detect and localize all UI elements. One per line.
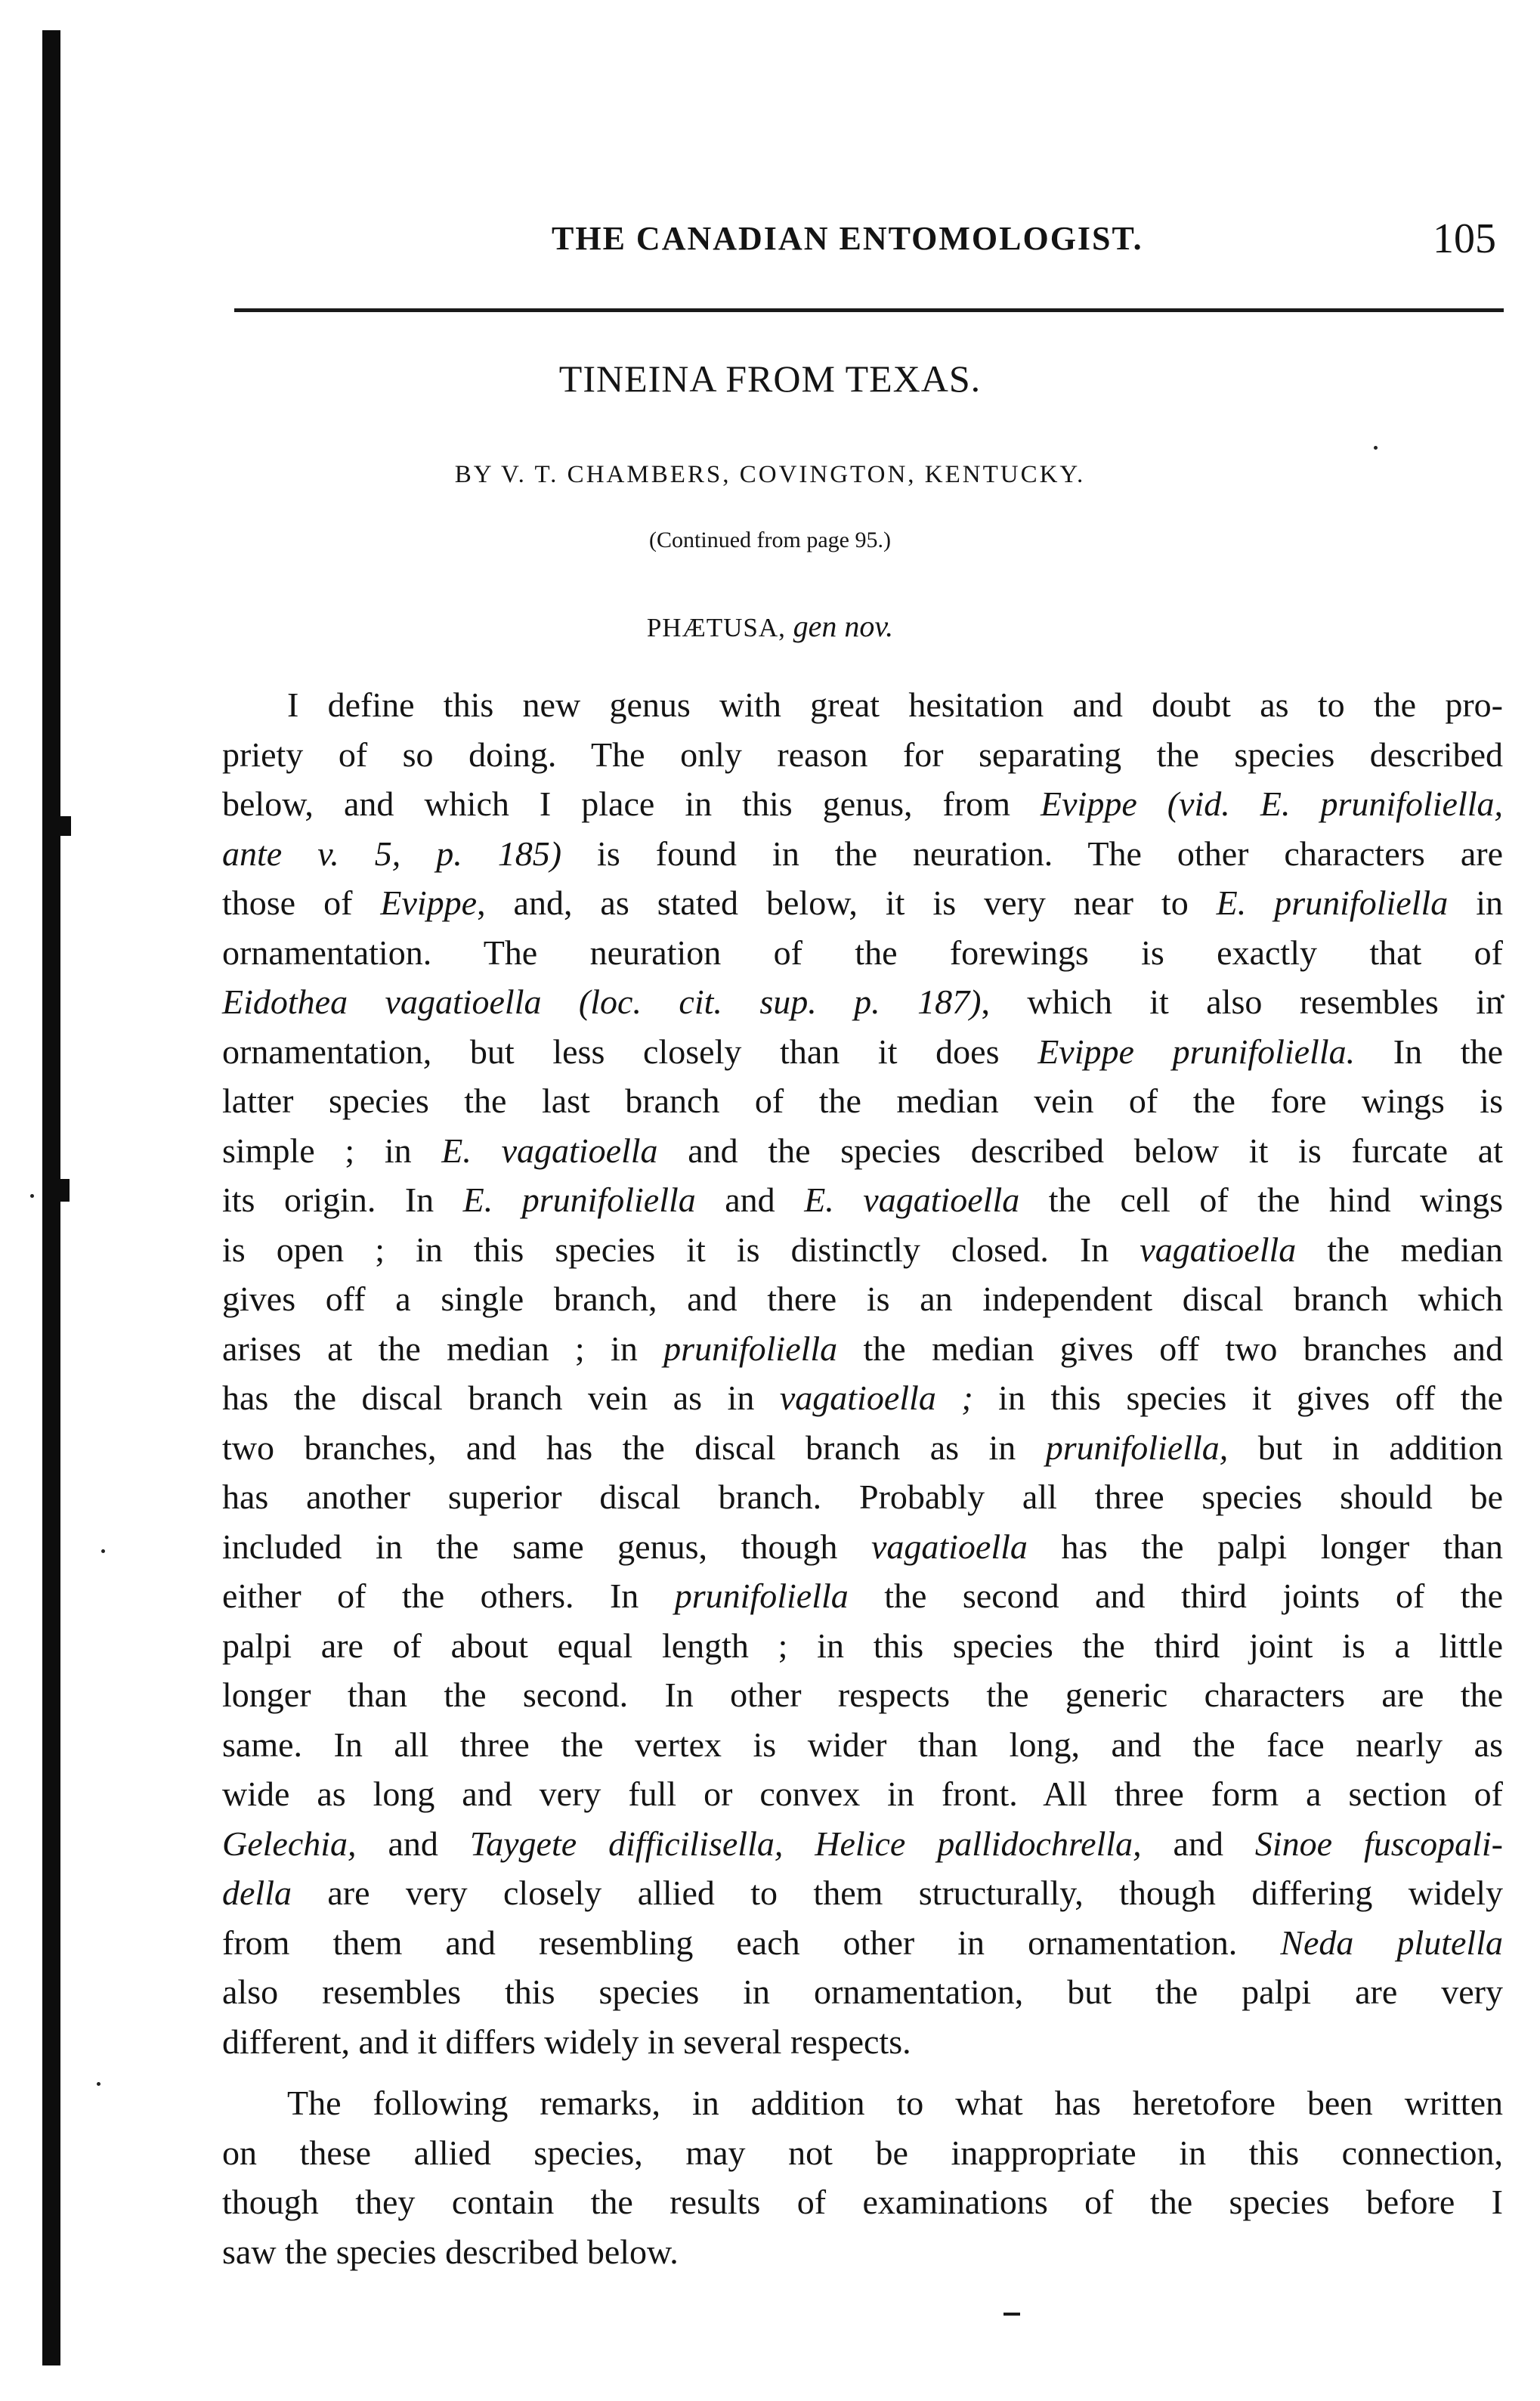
italic-text: Gelechia, <box>222 1824 357 1863</box>
text-line <box>222 1126 1503 1176</box>
text-line <box>222 1027 1503 1077</box>
body-text <box>222 680 1503 2276</box>
text-run: and the species described below it is furcate at <box>657 1131 1503 1170</box>
text-line <box>222 1175 1503 1225</box>
speck <box>30 1194 34 1198</box>
italic-text: Neda plutella <box>1280 1923 1503 1962</box>
text-run: the median <box>1296 1230 1503 1269</box>
text-run: wide as long and very full or convex in front. All three form a section of <box>222 1774 1503 1813</box>
text-run: has the discal branch vein as in <box>222 1378 780 1417</box>
text-run: , and, as stated below, it is very near to <box>477 883 1217 922</box>
text-run: on these allied species, may not be inappropriate in this connection, <box>222 2133 1503 2172</box>
speck <box>101 1549 105 1553</box>
text-line <box>222 779 1503 829</box>
text-run: though they contain the results of examinations of the species before I <box>222 2183 1503 2221</box>
text-line <box>222 1720 1503 1770</box>
italic-text: Eidothea vagatioella (loc. cit. sup. p. 187) <box>222 982 982 1021</box>
text-line <box>222 1868 1503 1918</box>
header-rule <box>234 308 1504 312</box>
text-run: same. In all three the vertex is wider than long, and the face nearly as <box>222 1725 1503 1764</box>
text-line <box>222 1076 1503 1126</box>
text-line <box>222 680 1503 730</box>
text-run: In the <box>1355 1032 1504 1071</box>
page-number: 105 <box>1433 215 1496 262</box>
byline: BY V. T. CHAMBERS, COVINGTON, KENTUCKY. <box>454 461 1086 488</box>
text-run: but in addition <box>1228 1428 1503 1467</box>
text-line <box>222 1571 1503 1621</box>
text-run: the second and third joints of the <box>848 1576 1503 1615</box>
italic-text: della <box>222 1873 292 1912</box>
text-line <box>222 2177 1503 2227</box>
text-run: palpi are of about equal length ; in this species the third joint is a little <box>222 1626 1503 1665</box>
italic-text: E. prunifoliella <box>1216 883 1449 922</box>
text-run: saw the species described below. <box>222 2232 679 2271</box>
text-run: included in the same genus, though <box>222 1527 871 1566</box>
italic-text: Evippe prunifoliella. <box>1037 1032 1356 1071</box>
text-run: are very closely allied to them structurally, though differing widely <box>291 1873 1503 1912</box>
text-line <box>222 1324 1503 1374</box>
text-run: I define this new genus with great hesitation and doubt as to the pro- <box>287 685 1503 724</box>
genus-name: PHÆTUSA, <box>646 613 786 642</box>
text-line <box>222 1225 1503 1275</box>
text-run: ornamentation, but less closely than it does <box>222 1032 1038 1071</box>
text-line <box>222 1522 1503 1572</box>
paragraph-2 <box>222 2078 1503 2276</box>
text-run: different, and it differs widely in several respects. <box>222 2022 911 2061</box>
text-run: is found in the neuration. The other characters are <box>561 834 1503 873</box>
text-run: its origin. In <box>222 1180 463 1219</box>
italic-text: prunifoliella <box>663 1329 838 1368</box>
italic-text: E. vagatioella <box>804 1180 1020 1219</box>
text-run: ornamentation. The neuration of the forewings is exactly that of <box>222 933 1503 972</box>
text-run: two branches, and has the discal branch as in <box>222 1428 1046 1467</box>
italic-text: vagatioella ; <box>779 1378 973 1417</box>
text-line <box>222 730 1503 780</box>
text-line <box>222 928 1503 978</box>
bottom-mark <box>1003 2313 1020 2316</box>
text-line <box>222 1967 1503 2017</box>
text-run: arises at the median ; in <box>222 1329 664 1368</box>
text-line <box>222 1769 1503 1819</box>
text-line <box>222 1274 1503 1324</box>
text-line <box>222 829 1503 879</box>
italic-text: prunifoliella, <box>1045 1428 1229 1467</box>
italic-text: vagatioella <box>1140 1230 1297 1269</box>
text-run: from them and resembling each other in ornamentation. <box>222 1923 1281 1962</box>
text-run: below, and which I place in this genus, from <box>222 784 1041 823</box>
text-run: has another superior discal branch. Probably all three species should be <box>222 1477 1503 1516</box>
text-line <box>222 878 1503 928</box>
binding-mark <box>60 1179 70 1202</box>
text-line <box>222 977 1503 1027</box>
text-run: has the palpi longer than <box>1027 1527 1503 1566</box>
text-run: priety of so doing. The only reason for separating the species described <box>222 735 1503 774</box>
text-run: the cell of the hind wings <box>1019 1180 1504 1219</box>
text-run: is open ; in this species it is distinctly closed. In <box>222 1230 1140 1269</box>
text-line <box>222 2227 1503 2277</box>
binding-mark <box>60 816 71 836</box>
italic-text: E. vagatioella <box>441 1131 658 1170</box>
text-line <box>222 1670 1503 1720</box>
text-run: in this species it gives off the <box>973 1378 1503 1417</box>
text-line <box>222 1819 1503 1869</box>
text-line <box>222 1621 1503 1671</box>
speck <box>97 2082 101 2086</box>
speck <box>1374 446 1378 450</box>
text-run: and <box>695 1180 805 1219</box>
italic-text: ante v. 5, p. 185) <box>222 834 562 873</box>
text-run: longer than the second. In other respects the generic characters are the <box>222 1675 1503 1714</box>
italic-text: E. prunifoliella <box>462 1180 696 1219</box>
text-run: The following remarks, in addition to what has heretofore been written <box>287 2084 1503 2122</box>
text-run: in <box>1448 883 1504 922</box>
text-run: gives off a single branch, and there is an independent discal branch which <box>222 1279 1503 1318</box>
text-line <box>222 2128 1503 2178</box>
text-run: those of <box>222 883 381 922</box>
text-run: latter species the last branch of the median vein of the fore wings is <box>222 1081 1503 1120</box>
text-run: and <box>1141 1824 1255 1863</box>
italic-text: prunifoliella <box>674 1576 849 1615</box>
italic-text: Taygete difficilisella, Helice pallidochrella, <box>469 1824 1142 1863</box>
text-run: and <box>356 1824 470 1863</box>
italic-text: vagatioella <box>871 1527 1028 1566</box>
text-run: the median gives off two branches and <box>837 1329 1503 1368</box>
text-line <box>222 1373 1503 1423</box>
running-title: THE CANADIAN ENTOMOLOGIST. <box>552 220 1143 257</box>
italic-text: Evippe <box>380 883 478 922</box>
running-header <box>219 215 1504 272</box>
italic-text: Evippe (vid. E. prunifoliella, <box>1041 784 1504 823</box>
genus-heading <box>0 608 1540 644</box>
text-line <box>222 1423 1503 1473</box>
italic-text: Sinoe fuscopali- <box>1254 1824 1503 1863</box>
text-run: simple ; in <box>222 1131 442 1170</box>
text-line <box>222 2078 1503 2128</box>
text-run: either of the others. In <box>222 1576 675 1615</box>
paragraph-1 <box>222 680 1503 2066</box>
text-run: also resembles this species in ornamentation, but the palpi are very <box>222 1972 1503 2011</box>
text-line <box>222 2017 1503 2067</box>
continuation-note: (Continued from page 95.) <box>649 528 891 552</box>
genus-note: gen nov. <box>793 609 894 643</box>
text-run: , which it also resembles in <box>981 982 1503 1021</box>
text-line <box>222 1472 1503 1522</box>
text-line <box>222 1918 1503 1968</box>
article-title: TINEINA FROM TEXAS. <box>558 357 982 400</box>
